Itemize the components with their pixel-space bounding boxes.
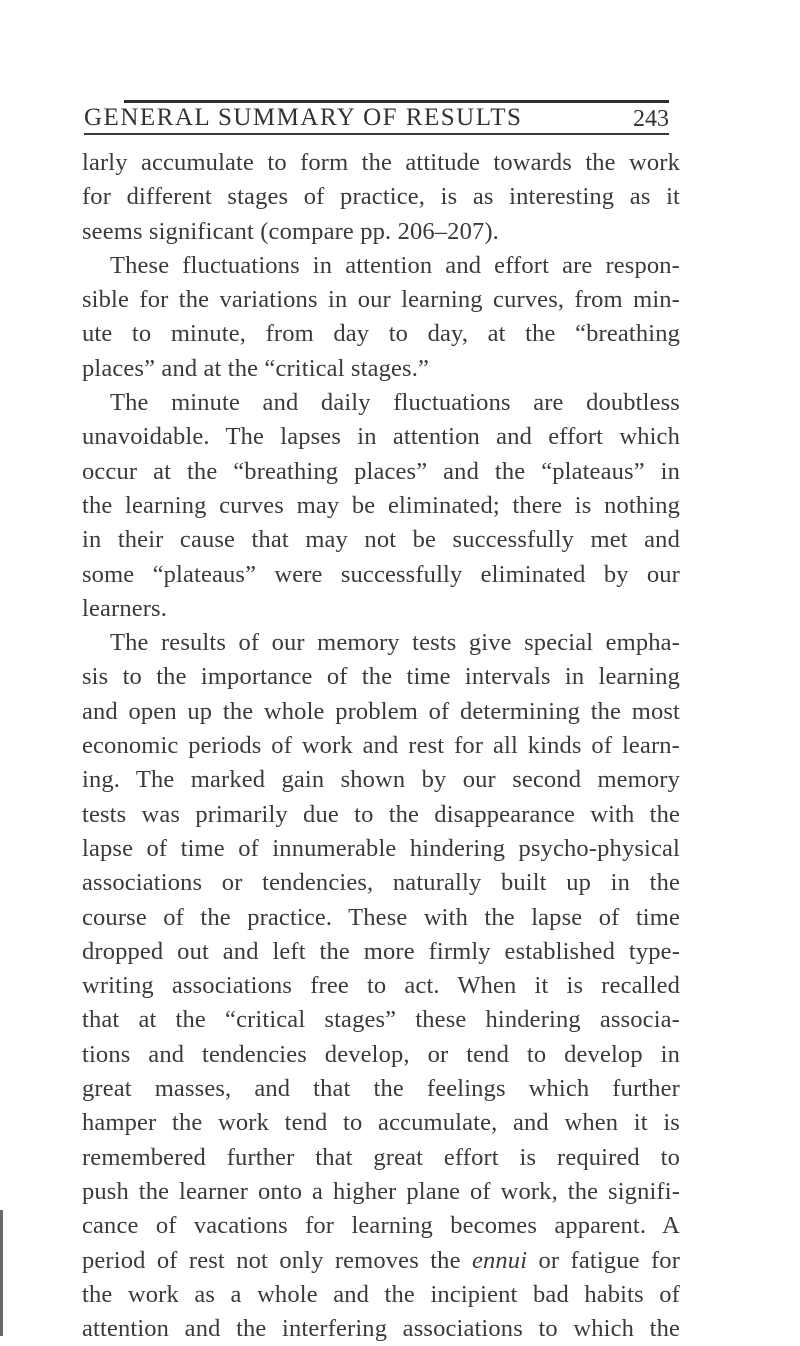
text-line: unavoidable. The lapses in attention and effort which bbox=[82, 423, 680, 451]
text-line: economic periods of work and rest for all kinds of learn- bbox=[82, 732, 680, 760]
text-line: associations or tendencies, naturally built up in the bbox=[82, 869, 680, 897]
text-line: the work as a whole and the incipient bad habits of bbox=[82, 1280, 680, 1308]
text-line: for different stages of practice, is as interesting as it bbox=[82, 183, 680, 211]
text-line: cance of vacations for learning becomes apparent. A bbox=[82, 1212, 680, 1240]
text-line: lapse of time of innumerable hindering psycho-physical bbox=[82, 834, 680, 862]
text-line: The results of our memory tests give special empha- bbox=[110, 629, 680, 657]
text-line-with-italic bbox=[82, 1244, 680, 1278]
text-line: course of the practice. These with the lapse of time bbox=[82, 903, 680, 931]
text-line: seems significant (compare pp. 206–207). bbox=[82, 217, 499, 245]
running-title: GENERAL SUMMARY OF RESULTS bbox=[84, 104, 523, 131]
text-line: in their cause that may not be successfully met and bbox=[82, 526, 680, 554]
text-line: tests was primarily due to the disappearance with the bbox=[82, 800, 680, 828]
text-line: larly accumulate to form the attitude towards the work bbox=[82, 149, 680, 176]
text-line: The minute and daily fluctuations are doubtless bbox=[110, 389, 680, 417]
text-line: ing. The marked gain shown by our second memory bbox=[82, 766, 680, 794]
text-line: dropped out and left the more firmly established type- bbox=[82, 937, 680, 965]
text-line: the learning curves may be eliminated; there is nothing bbox=[82, 491, 680, 519]
text-line: These fluctuations in attention and effort are respon- bbox=[110, 251, 680, 279]
running-head bbox=[84, 104, 669, 134]
text-line: hamper the work tend to accumulate, and when it is bbox=[82, 1109, 680, 1137]
header-rule bbox=[84, 133, 669, 135]
text-segment: period of rest not only removes the bbox=[82, 1246, 472, 1274]
text-line: great masses, and that the feelings which further bbox=[82, 1075, 680, 1103]
text-line: places” and at the “critical stages.” bbox=[82, 354, 430, 382]
text-line: some “plateaus” were successfully eliminated by our bbox=[82, 560, 680, 588]
text-segment: or fatigue for bbox=[527, 1246, 680, 1274]
text-line: attention and the interfering associations to which the bbox=[82, 1315, 680, 1343]
top-rule bbox=[124, 100, 669, 103]
text-line: ute to minute, from day to day, at the “breathing bbox=[82, 320, 680, 348]
text-line: sis to the importance of the time intervals in learning bbox=[82, 663, 680, 691]
body-text bbox=[82, 146, 680, 1346]
text-line: learners. bbox=[82, 594, 168, 622]
text-line: push the learner onto a higher plane of work, the signifi- bbox=[82, 1177, 680, 1205]
text-line: tions and tendencies develop, or tend to develop in bbox=[82, 1040, 680, 1068]
page-edge-mark bbox=[0, 1210, 3, 1336]
text-line: writing associations free to act. When it is recalled bbox=[82, 972, 680, 1000]
text-line: and open up the whole problem of determining the most bbox=[82, 697, 680, 725]
text-line: occur at the “breathing places” and the “plateaus” in bbox=[82, 457, 680, 485]
page-number: 243 bbox=[633, 106, 669, 132]
text-line: remembered further that great effort is required to bbox=[82, 1143, 680, 1171]
text-line: sible for the variations in our learning curves, from min- bbox=[82, 286, 680, 314]
text-line: that at the “critical stages” these hindering associa- bbox=[82, 1006, 680, 1034]
italic-word: ennui bbox=[471, 1246, 528, 1274]
